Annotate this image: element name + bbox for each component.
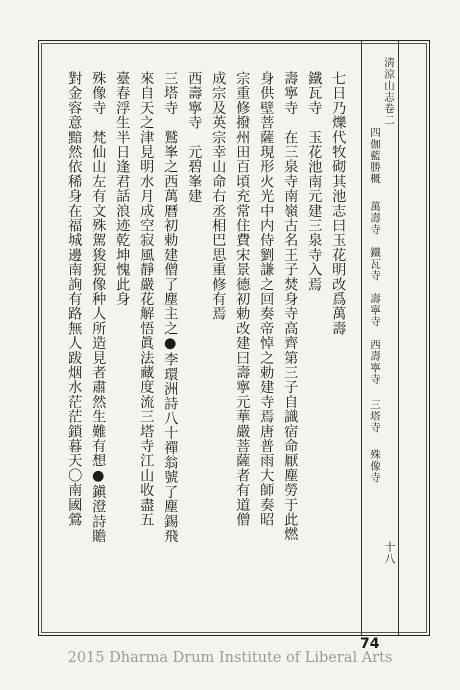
- text-column-10: 臺春浮生半日逢君話浪迹乾坤愧此身: [114, 71, 131, 307]
- text-column-8: 三塔寺 鷲峯之西萬曆初勅建僧了塵主之●李環洲詩八十禪翁號了塵錫飛: [162, 71, 179, 544]
- text-column-3: 壽寧寺 在三泉寺南嶺古名王子焚身寺高齊第三子自識宿命厭塵勞于此燃: [282, 71, 299, 542]
- topic-4: 西壽寧寺: [369, 339, 381, 385]
- topic-1: 萬壽寺: [369, 201, 381, 236]
- text-column-6: 成宗及英宗幸山命右丞相巴思重修有焉: [210, 71, 227, 321]
- watermark: 2015 Dharma Drum Institute of Liberal Arts: [67, 650, 393, 666]
- topic-6: 殊像寺: [369, 449, 381, 484]
- book-title: 淸涼山志卷二: [383, 57, 395, 126]
- text-column-9: 來自天之津見明水月成空寂風靜嚴花解悟眞法藏度流三塔寺江山收盡五: [138, 71, 155, 527]
- topic-2: 鐵瓦寺: [369, 247, 381, 282]
- text-column-12: 對金容意黯然依稀身在福城邊南詢有路無人跋烟水茫茫鎖暮天〇南國鶯: [66, 71, 83, 527]
- topic-3: 壽寧寺: [369, 293, 381, 328]
- text-column-1: 七日乃爍代牧砌其池志曰玉花明改爲萬壽: [330, 71, 347, 336]
- text-column-2: 鐵瓦寺 玉花池南元建三泉寺入焉: [306, 71, 323, 292]
- text-column-4: 身供壁菩薩現形火光中内侍劉謙之回奏帝悼之勅建寺焉唐普雨大師奏昭: [258, 71, 275, 527]
- text-column-11: 殊像寺 梵仙山左有文殊駕狻猊像种人所造見者肅然生難有想●鎭澄詩贍: [90, 71, 107, 544]
- section-title: 四伽藍勝概: [369, 127, 381, 185]
- page-frame: [38, 40, 430, 636]
- topic-5: 三塔寺: [369, 399, 381, 434]
- sheet-number: 十八: [383, 541, 396, 565]
- page-number: 74: [360, 636, 380, 652]
- text-column-7: 西壽寧寺 元碧峯建: [186, 71, 203, 204]
- text-column-5: 宗重修撥州田百頃充常住費宋景德初勅改建曰壽寧元華嚴菩薩者有道僧: [234, 71, 251, 527]
